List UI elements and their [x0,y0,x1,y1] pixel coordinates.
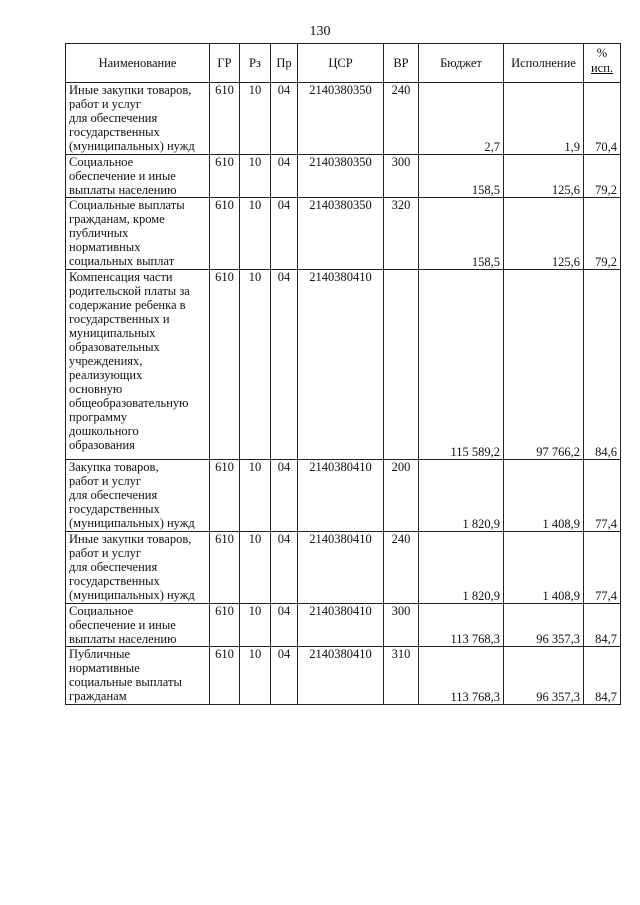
cell-execution: 1,9 [504,83,584,155]
cell-gr: 610 [210,460,240,532]
cell-pr: 04 [271,83,298,155]
header-rz: Рз [240,44,271,83]
cell-budget: 1 820,9 [419,532,504,604]
cell-percent: 84,7 [584,604,621,647]
cell-vr [384,270,419,460]
header-execution: Исполнение [504,44,584,83]
cell-gr: 610 [210,604,240,647]
table-row [66,647,621,705]
cell-budget: 115 589,2 [419,270,504,460]
cell-pr: 04 [271,532,298,604]
cell-pr: 04 [271,604,298,647]
header-percent-label: исп. [590,61,614,75]
cell-percent: 70,4 [584,83,621,155]
cell-csr: 2140380350 [298,155,384,198]
cell-pr: 04 [271,460,298,532]
cell-rz: 10 [240,198,271,270]
header-budget: Бюджет [419,44,504,83]
cell-pr: 04 [271,647,298,705]
cell-percent: 77,4 [584,460,621,532]
cell-csr: 2140380410 [298,604,384,647]
cell-vr: 300 [384,155,419,198]
cell-gr: 610 [210,198,240,270]
table-row [66,155,621,198]
cell-vr: 240 [384,532,419,604]
cell-vr: 300 [384,604,419,647]
header-percent [584,44,621,83]
cell-execution: 125,6 [504,198,584,270]
header-csr: ЦСР [298,44,384,83]
cell-name: Закупка товаров, работ и услуг для обеспечения государственных (муниципальных) нужд [66,460,210,532]
cell-name: Социальное обеспечение и иные выплаты населению [66,155,210,198]
header-percent-symbol: % [596,46,608,60]
cell-vr: 200 [384,460,419,532]
header-vr: ВР [384,44,419,83]
header-gr: ГР [210,44,240,83]
cell-rz: 10 [240,155,271,198]
header-name: Наименование [66,44,210,83]
cell-rz: 10 [240,532,271,604]
cell-execution: 125,6 [504,155,584,198]
cell-execution: 97 766,2 [504,270,584,460]
cell-pr: 04 [271,198,298,270]
cell-name: Социальное обеспечение и иные выплаты населению [66,604,210,647]
cell-rz: 10 [240,647,271,705]
table-row [66,83,621,155]
cell-vr: 320 [384,198,419,270]
cell-name: Компенсация части родительской платы за содержание ребенка в государственных и муниципальных образовательных учреждениях, реализующих основную общеобразовательную программу дошкольного образования [66,270,210,460]
cell-budget: 1 820,9 [419,460,504,532]
cell-name: Иные закупки товаров, работ и услуг для обеспечения государственных (муниципальных) нужд [66,532,210,604]
cell-gr: 610 [210,83,240,155]
cell-execution: 96 357,3 [504,647,584,705]
cell-budget: 158,5 [419,155,504,198]
cell-gr: 610 [210,532,240,604]
cell-budget: 113 768,3 [419,647,504,705]
cell-gr: 610 [210,270,240,460]
cell-vr: 310 [384,647,419,705]
cell-percent: 79,2 [584,198,621,270]
cell-rz: 10 [240,604,271,647]
table-row [66,270,621,460]
cell-rz: 10 [240,270,271,460]
page-number: 130 [309,24,331,39]
cell-execution: 96 357,3 [504,604,584,647]
cell-rz: 10 [240,460,271,532]
table-row [66,604,621,647]
cell-budget: 158,5 [419,198,504,270]
cell-csr: 2140380410 [298,460,384,532]
cell-name: Публичные нормативные социальные выплаты гражданам [66,647,210,705]
cell-execution: 1 408,9 [504,532,584,604]
cell-csr: 2140380410 [298,647,384,705]
cell-csr: 2140380350 [298,198,384,270]
cell-budget: 113 768,3 [419,604,504,647]
cell-percent: 84,6 [584,270,621,460]
cell-csr: 2140380350 [298,83,384,155]
table-row [66,532,621,604]
cell-name: Иные закупки товаров, работ и услуг для обеспечения государственных (муниципальных) нужд [66,83,210,155]
cell-percent: 84,7 [584,647,621,705]
cell-pr: 04 [271,155,298,198]
cell-pr: 04 [271,270,298,460]
cell-gr: 610 [210,647,240,705]
cell-percent: 77,4 [584,532,621,604]
cell-name: Социальные выплаты гражданам, кроме публичных нормативных социальных выплат [66,198,210,270]
cell-rz: 10 [240,83,271,155]
cell-csr: 2140380410 [298,270,384,460]
table-header-row [66,44,621,83]
table-row [66,198,621,270]
cell-gr: 610 [210,155,240,198]
header-pr: Пр [271,44,298,83]
cell-percent: 79,2 [584,155,621,198]
cell-execution: 1 408,9 [504,460,584,532]
cell-vr: 240 [384,83,419,155]
table-body [66,83,621,705]
cell-budget: 2,7 [419,83,504,155]
budget-execution-table [65,43,621,705]
cell-csr: 2140380410 [298,532,384,604]
table-row [66,460,621,532]
